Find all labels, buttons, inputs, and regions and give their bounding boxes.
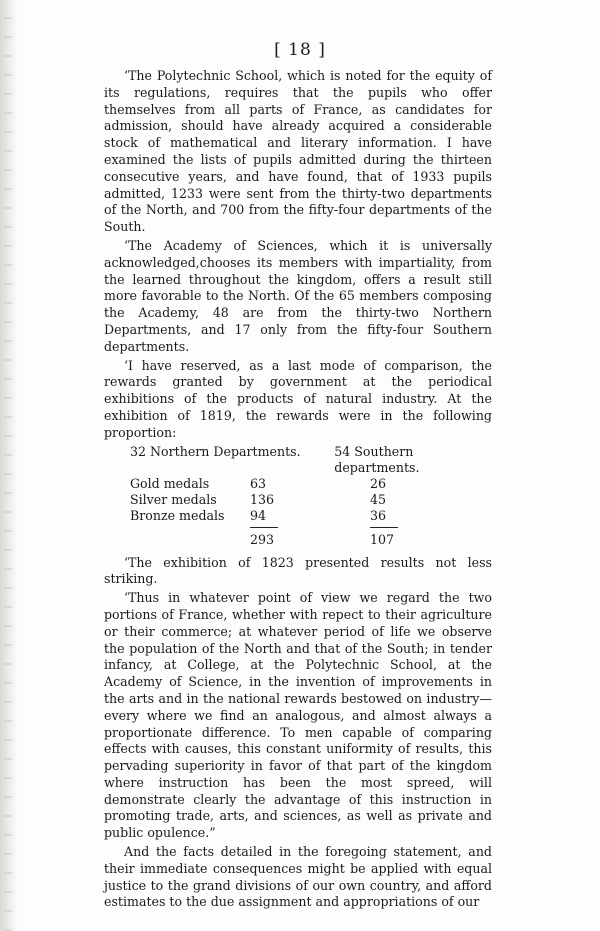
award-label: Bronze medals	[130, 507, 225, 523]
awards-row	[104, 492, 492, 508]
paragraph-own-country: And the facts detailed in the foregoing statement, and their immediate consequences might be applied with equal justice to the grand divisions of our own country, and afford estimates to the due assignment and appropriations of our	[104, 844, 492, 910]
paragraph-exhibition-1823: ‘The exhibition of 1823 presented results not less striking.	[104, 554, 492, 587]
awards-totals	[104, 532, 492, 548]
award-south-count: 45	[370, 491, 387, 507]
award-north-count: 94	[250, 507, 267, 523]
paragraph-polytechnic: ‘The Polytechnic School, which is noted for the equity of its regulations, requires that the pupils who offer themselves from all parts of France, as candidates for admission, should have already acquired a considerable stock of mathematical and literary information. I have examined the lists of pupils admitted during the thirteen consecutive years, and have found, that of 1933 pupils admitted, 1233 were sent from the thirty-two departments of the North, and 700 from the fifty-four departments of the South.	[104, 68, 492, 235]
page-number: [ 18 ]	[274, 40, 326, 60]
awards-header-north: 32 Northern Departments.	[130, 443, 301, 459]
totals-rule-south	[370, 527, 398, 528]
total-north: 293	[250, 531, 275, 547]
award-label: Silver medals	[130, 491, 217, 507]
awards-table	[104, 444, 492, 548]
totals-rule	[104, 524, 492, 532]
paragraph-academy: ‘The Academy of Sciences, which it is universally acknowledged,chooses its members with impartiality, from the learned throughout the kingdom, offers a result still more favorable to the North. Of the 65 members composing the Academy, 48 are from the thirty-two Northern Departments, and 17 only from the fifty-four Southern departments.	[104, 237, 492, 354]
binding-edge	[0, 0, 18, 931]
award-south-count: 36	[370, 507, 387, 523]
paragraph-exhibition: ‘I have reserved, as a last mode of comparison, the rewards granted by government at the periodical exhibitions of the products of natural industry. At the exhibition of 1819, the rewards were in the following proportion:	[104, 357, 492, 440]
awards-row	[104, 508, 492, 524]
award-south-count: 26	[370, 475, 387, 491]
award-label: Gold medals	[130, 475, 210, 491]
body-text	[104, 68, 492, 911]
totals-rule-north	[250, 527, 278, 528]
total-south: 107	[370, 531, 395, 547]
awards-header	[104, 444, 492, 476]
awards-row	[104, 476, 492, 492]
award-north-count: 63	[250, 475, 267, 491]
award-north-count: 136	[250, 491, 275, 507]
edge-specks	[4, 0, 12, 931]
paragraph-conclusion-quote: ‘Thus in whatever point of view we regard the two portions of France, whether with repect to their agriculture or their commerce; at whatever period of life we observe the population of the North and that of the South; in tender infancy, at College, at the Polytechnic School, at the Academy of Science, in the invention of improvements in the arts and in the national rewards bestowed on industry—every where we find an analogous, and almost always a proportionate difference. To men capable of comparing effects with causes, this constant uniformity of results, this pervading superiority in favor of that part of the kingdom where instruction has been the most spreed, will demonstrate clearly the advantage of this instruction in promoting trade, arts, and sciences, as well as private and public opulence.”	[104, 590, 492, 841]
awards-header-south: 54 Southern departments.	[334, 443, 420, 475]
